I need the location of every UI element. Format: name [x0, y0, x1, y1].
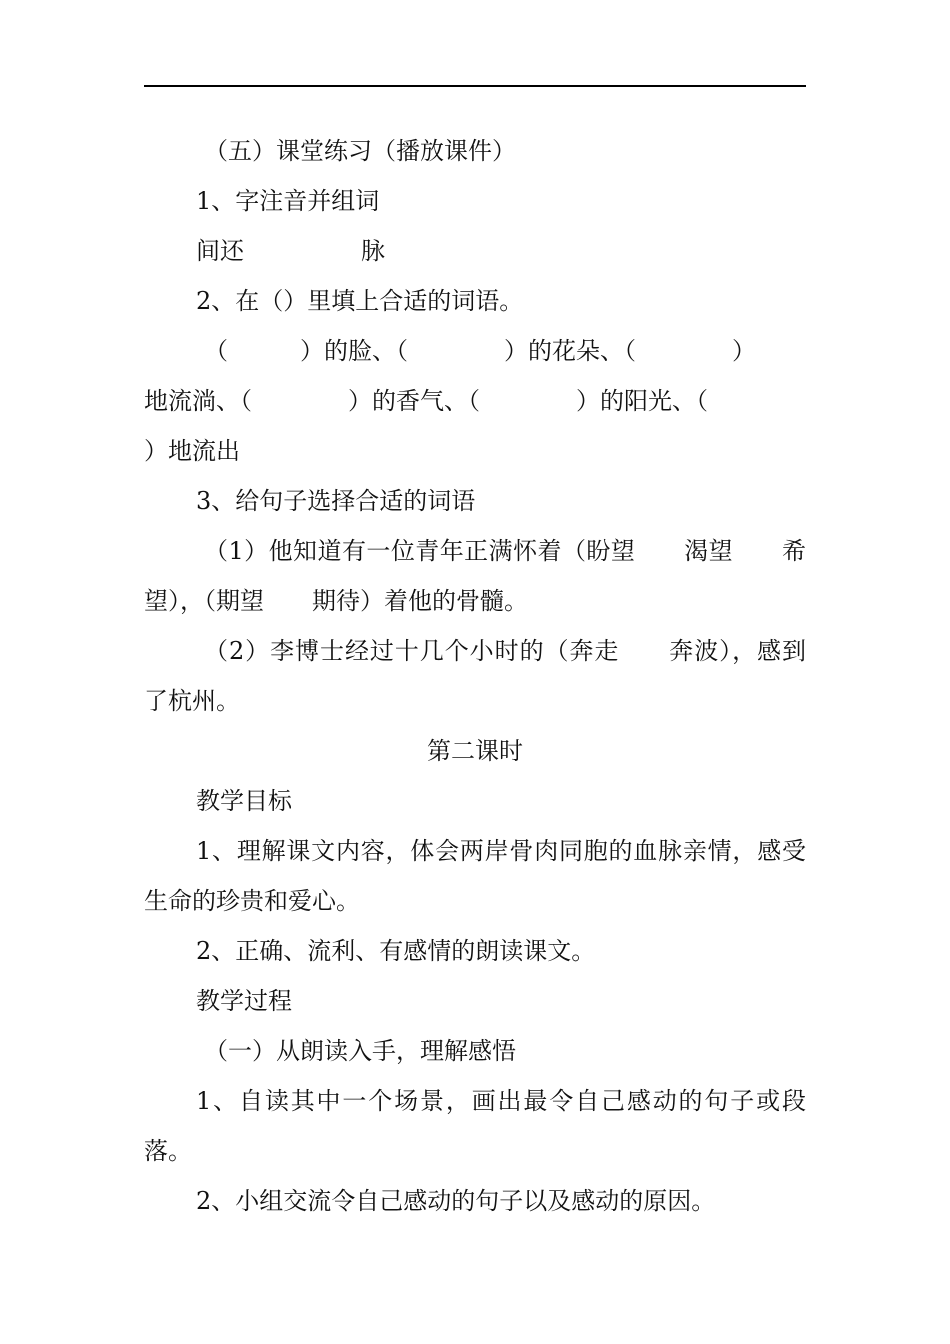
process-heading: 教学过程 [196, 987, 292, 1015]
question-3-item-2: （2）李博士经过十几个小时的（奔走 奔波），感到了杭州。 [144, 637, 806, 715]
question-2-line-2: 地流淌、（ ）的香气、（ ）的阳光、（ [144, 387, 708, 415]
lesson-two-title: 第二课时 [427, 737, 523, 765]
practice-heading: （五）课堂练习（播放课件） [204, 137, 516, 165]
question-3-item-1: （1）他知道有一位青年正满怀着（盼望 渴望 希望），（期望 期待）着他的骨髓。 [144, 537, 806, 615]
question-3-title: 3、给句子选择合适的词语 [196, 487, 476, 515]
question-1-chars-b: 脉 [361, 237, 385, 265]
step-1-item-1: 1、自读其中一个场景，画出最令自己感动的句子或段落。 [144, 1087, 806, 1165]
header-rule [144, 85, 806, 87]
question-2-line-3: ）地流出 [144, 437, 240, 465]
goals-heading: 教学目标 [196, 787, 292, 815]
question-2-title: 2、在（）里填上合适的词语。 [196, 287, 524, 315]
question-1-chars [144, 226, 806, 276]
question-1-title: 1、字注音并组词 [196, 187, 380, 215]
goal-1: 1、理解课文内容，体会两岸骨肉同胞的血脉亲情，感受生命的珍贵和爱心。 [144, 837, 806, 915]
question-2-line-1: （ ）的脸、（ ）的花朵、（ ） [204, 337, 756, 365]
step-1-item-2: 2、小组交流令自己感动的句子以及感动的原因。 [196, 1187, 716, 1215]
step-1-heading: （一）从朗读入手，理解感悟 [204, 1037, 516, 1065]
document-page [144, 126, 806, 1226]
goal-2: 2、正确、流利、有感情的朗读课文。 [196, 937, 596, 965]
question-1-chars-a: 间还 [196, 237, 244, 265]
